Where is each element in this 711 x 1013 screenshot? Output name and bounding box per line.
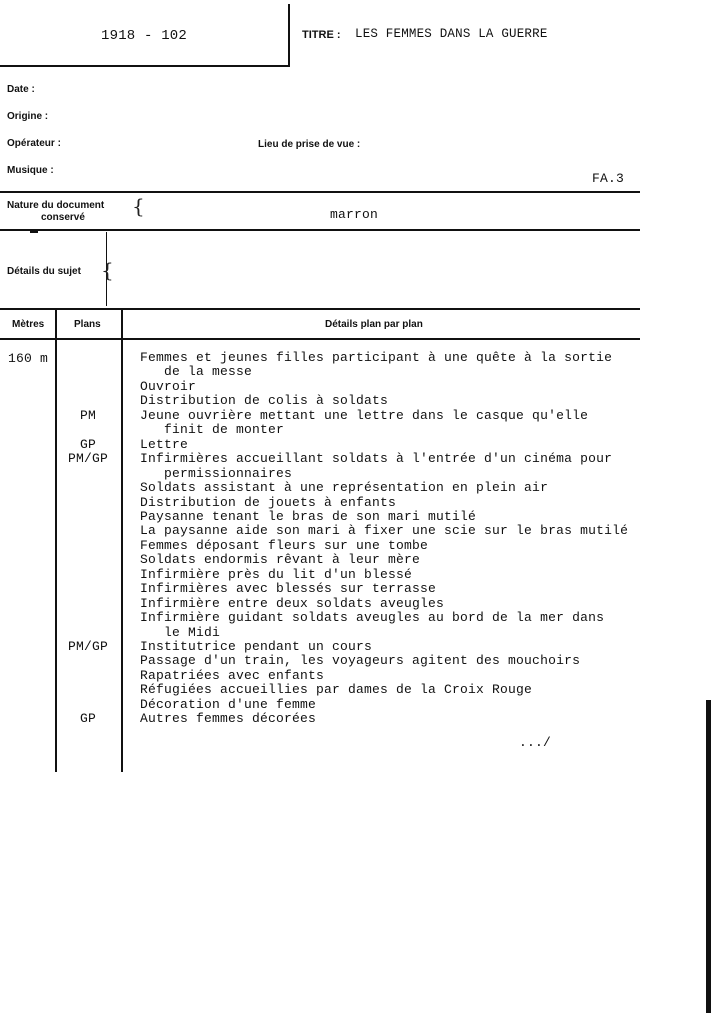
plan-detail-line: Distribution de colis à soldats xyxy=(140,393,389,409)
plan-detail-line: Soldats endormis rêvant à leur mère xyxy=(140,552,421,568)
header-metres: Mètres xyxy=(12,319,45,330)
plan-detail-line: Passage d'un train, les voyageurs agitent des mouchoirs xyxy=(140,653,581,669)
continuation-mark: .../ xyxy=(519,735,552,750)
plan-detail-line: Paysanne tenant le bras de son mari mutilé xyxy=(140,508,477,524)
fields-bottom-rule xyxy=(0,191,640,193)
nature-label-line1: Nature du document xyxy=(7,200,105,211)
header-bottom-rule xyxy=(0,65,290,67)
column-divider-2 xyxy=(121,310,123,772)
nature-value: marron xyxy=(330,207,379,222)
details-sujet-label: Détails du sujet xyxy=(7,266,81,277)
nature-brace: { xyxy=(132,194,145,218)
document-reference: 1918 - 102 xyxy=(101,28,188,44)
document-code: FA.3 xyxy=(592,171,625,186)
plan-type: PM/GP xyxy=(67,639,108,654)
metres-value: 160 m xyxy=(8,351,49,366)
column-divider-1 xyxy=(55,310,57,772)
plan-type: GP xyxy=(79,436,96,452)
plan-detail-line: Rapatriées avec enfants xyxy=(140,667,325,683)
table-top-rule xyxy=(0,308,640,310)
plan-detail-line: Infirmière guidant soldats aveugles au bord de la mer dans xyxy=(140,610,605,626)
plan-detail-line: Infirmière près du lit d'un blessé xyxy=(140,566,413,582)
plan-detail-line: de la messe xyxy=(140,364,253,380)
header-plans: Plans xyxy=(74,319,101,330)
details-sujet-brace: { xyxy=(101,258,114,282)
plan-detail-line: Décoration d'une femme xyxy=(140,696,317,712)
plan-detail-line: Ouvroir xyxy=(140,378,197,394)
origine-label: Origine : xyxy=(7,111,49,122)
plan-detail-line: Distribution de jouets à enfants xyxy=(140,494,397,510)
plan-type: PM xyxy=(79,407,96,423)
date-label: Date : xyxy=(7,84,35,95)
plan-type: PM/GP xyxy=(67,451,108,467)
plan-detail-line: Infirmière entre deux soldats aveugles xyxy=(140,595,445,611)
plan-detail-line: Autres femmes décorées xyxy=(140,711,317,727)
plan-detail-line: le Midi xyxy=(140,624,221,640)
lieu-label: Lieu de prise de vue : xyxy=(258,139,361,150)
header-divider xyxy=(288,4,290,66)
plan-detail-line: La paysanne aide son mari à fixer une scie sur le bras mutilé xyxy=(140,523,629,539)
title-value: LES FEMMES DANS LA GUERRE xyxy=(355,27,548,41)
plan-detail-line: Femmes et jeunes filles participant à une quête à la sortie xyxy=(140,350,613,365)
rule-mark xyxy=(30,229,38,233)
plan-detail-line: Institutrice pendant un cours xyxy=(140,639,373,654)
header-details: Détails plan par plan xyxy=(325,319,423,330)
operateur-label: Opérateur : xyxy=(7,138,61,149)
musique-label: Musique : xyxy=(7,165,54,176)
plan-detail-line: Jeune ouvrière mettant une lettre dans le casque qu'elle xyxy=(140,407,589,423)
plan-detail-line: Infirmières accueillant soldats à l'entrée d'un cinéma pour xyxy=(140,451,613,467)
plan-detail-line: Femmes déposant fleurs sur une tombe xyxy=(140,537,429,553)
nature-label-line2: conservé xyxy=(41,212,85,223)
plan-type: GP xyxy=(79,711,96,727)
title-label: TITRE : xyxy=(302,29,341,41)
page-edge-shadow xyxy=(706,700,711,1013)
plan-detail-line: Réfugiées accueillies par dames de la Croix Rouge xyxy=(140,682,533,698)
plan-detail-line: permissionnaires xyxy=(140,465,293,481)
table-header-rule xyxy=(0,338,640,340)
plan-detail-line: finit de monter xyxy=(140,422,285,438)
plan-detail-line: Infirmières avec blessés sur terrasse xyxy=(140,581,437,597)
plan-detail-line: Soldats assistant à une représentation en plein air xyxy=(140,480,549,496)
nature-bottom-rule xyxy=(0,229,640,231)
plan-detail-line: Lettre xyxy=(140,436,189,452)
